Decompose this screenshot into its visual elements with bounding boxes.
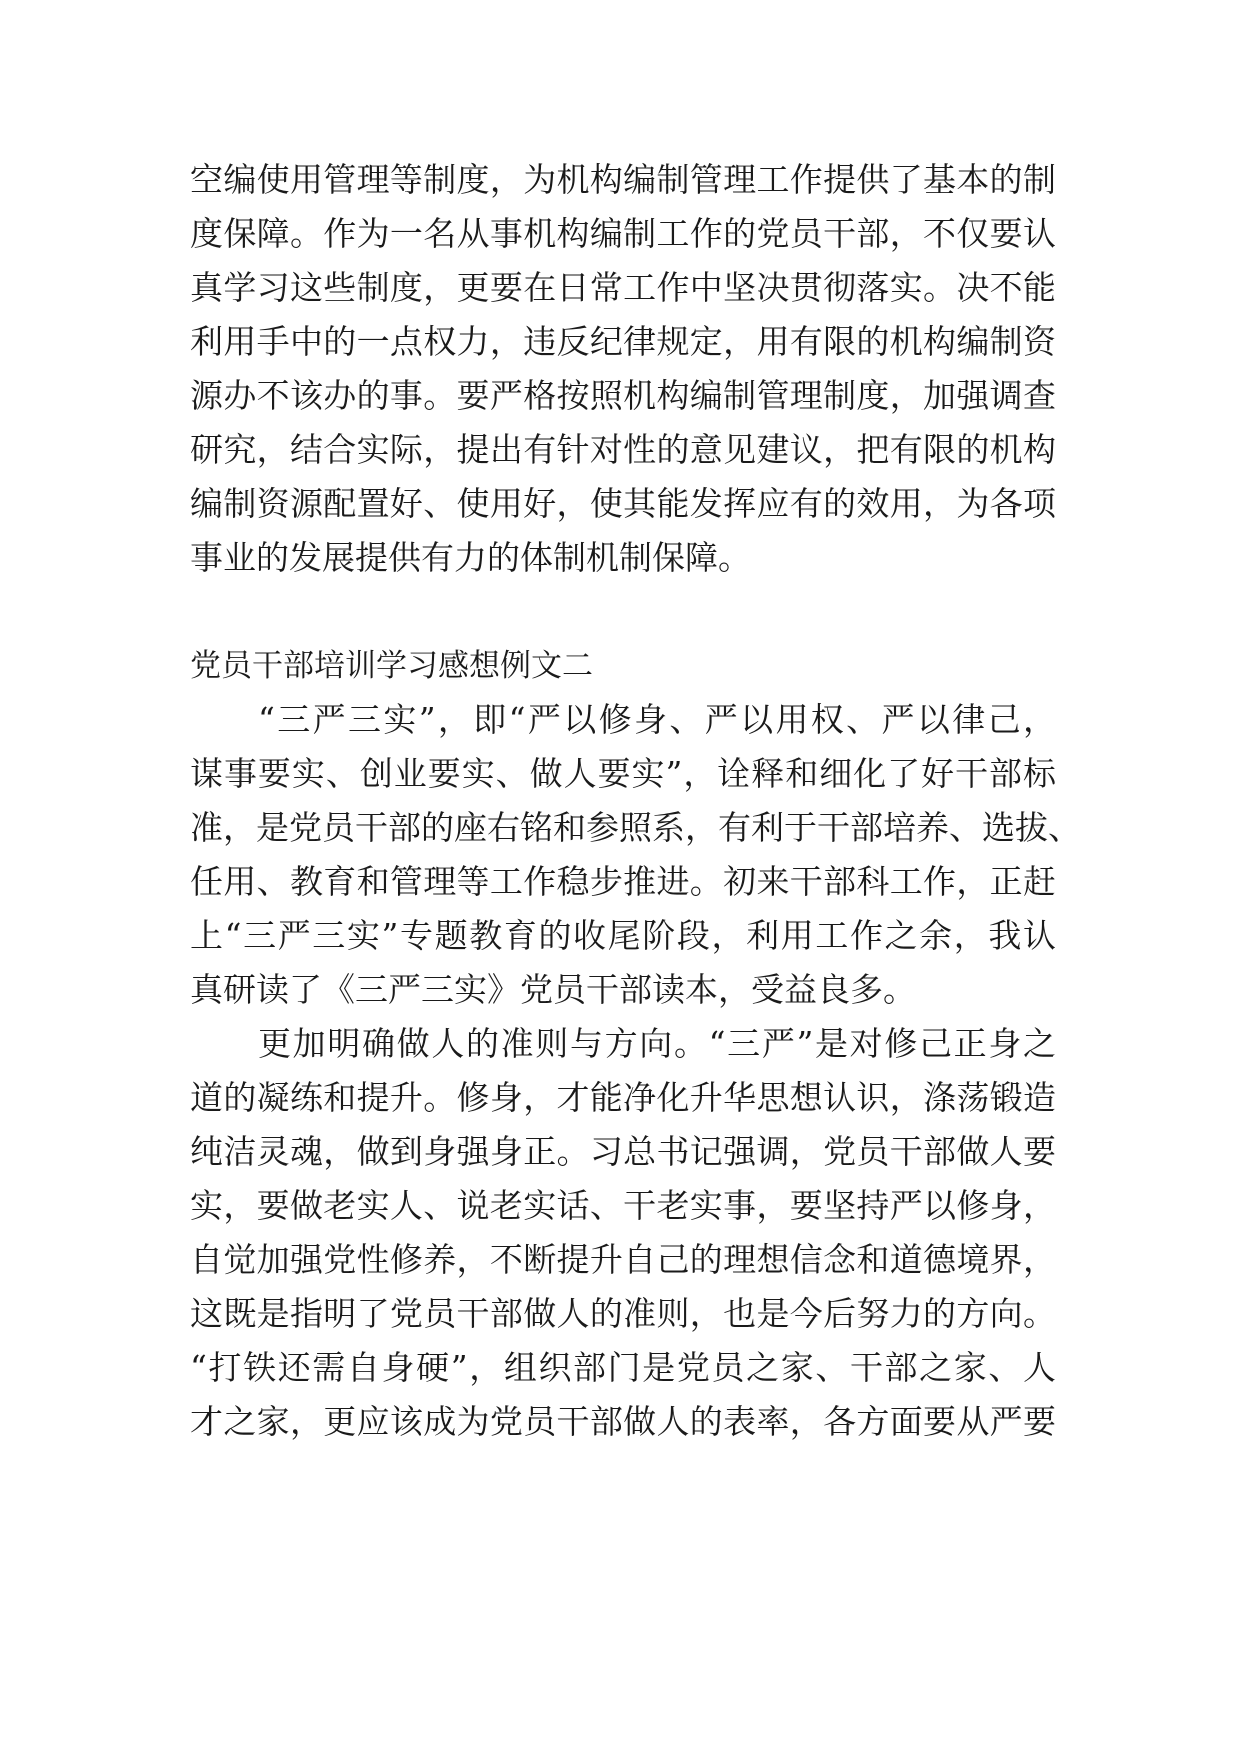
section-heading: 党员干部培训学习感想例文二	[190, 648, 593, 684]
paragraph-line: 才之家，更应该成为党员干部做人的表率，各方面要从严要	[190, 1402, 1056, 1441]
paragraph-line: 真学习这些制度，更要在日常工作中坚决贯彻落实。决不能	[190, 268, 1056, 307]
paragraph-line: 自觉加强党性修养，不断提升自己的理想信念和道德境界，	[190, 1240, 1056, 1279]
paragraph-line: 任用、教育和管理等工作稳步推进。初来干部科工作，正赶	[190, 862, 1056, 901]
paragraph-line: 空编使用管理等制度，为机构编制管理工作提供了基本的制	[190, 160, 1056, 199]
paragraph-line: 编制资源配置好、使用好，使其能发挥应有的效用，为各项	[190, 484, 1056, 523]
paragraph-line: 上“三严三实”专题教育的收尾阶段，利用工作之余，我认	[190, 916, 1056, 955]
paragraph-line: 道的凝练和提升。修身，才能净化升华思想认识，涤荡锻造	[190, 1078, 1056, 1117]
paragraph-line: 事业的发展提供有力的体制机制保障。	[190, 538, 751, 577]
paragraph-line: 真研读了《三严三实》党员干部读本，受益良多。	[190, 970, 916, 1009]
paragraph-line: 谋事要实、创业要实、做人要实”，诠释和细化了好干部标	[190, 754, 1056, 793]
paragraph-line: 这既是指明了党员干部做人的准则，也是今后努力的方向。	[190, 1294, 1056, 1333]
paragraph-line: 源办不该办的事。要严格按照机构编制管理制度，加强调查	[190, 376, 1056, 415]
paragraph-line: 更加明确做人的准则与方向。“三严”是对修己正身之	[258, 1024, 1056, 1063]
paragraph-line: “三严三实”，即“严以修身、严以用权、严以律己，	[258, 700, 1056, 739]
paragraph-line: 纯洁灵魂，做到身强身正。习总书记强调，党员干部做人要	[190, 1132, 1056, 1171]
paragraph-line: “打铁还需自身硬”，组织部门是党员之家、干部之家、人	[190, 1348, 1056, 1387]
paragraph-line: 度保障。作为一名从事机构编制工作的党员干部，不仅要认	[190, 214, 1056, 253]
paragraph-line: 实，要做老实人、说老实话、干老实事，要坚持严以修身，	[190, 1186, 1056, 1225]
paragraph-line: 利用手中的一点权力，违反纪律规定，用有限的机构编制资	[190, 322, 1056, 361]
paragraph-line: 准，是党员干部的座右铭和参照系，有利于干部培养、选拔、	[190, 808, 1081, 847]
paragraph-line: 研究，结合实际，提出有针对性的意见建议，把有限的机构	[190, 430, 1056, 469]
